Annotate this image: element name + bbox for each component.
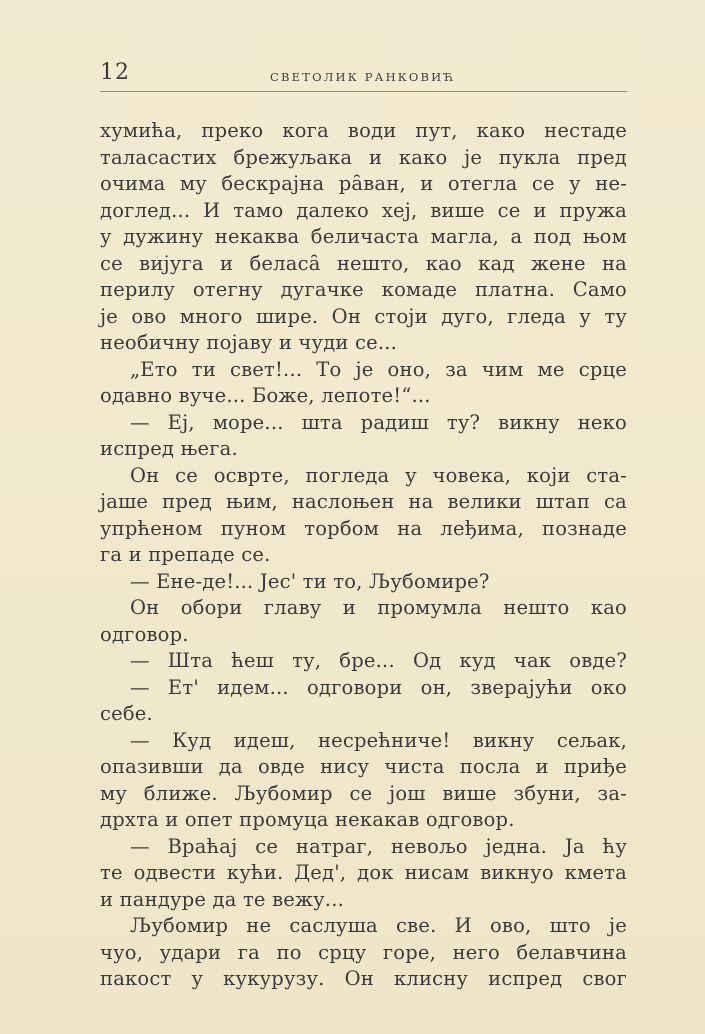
text-line: — Ет' идем... одговори он, зверајући око [130, 675, 627, 699]
text-line: доглед... И тамо далеко хеј, више се и пружа [100, 198, 627, 222]
text-line: упрћеном пуном торбом на леђима, познаде [100, 516, 627, 540]
text-line: Он се осврте, погледа у човека, који ста- [130, 463, 627, 487]
text-line: — Шта ћеш ту, бре... Од куд чак овде? [130, 649, 627, 672]
text-line: — Ej, море... шта радиш ту? викну неко [130, 410, 627, 434]
text-line: — Куд идеш, несрећниче! викну сељак, [130, 728, 627, 752]
text-line: „Ето ти свет!... То је оно, за чим ме срце [130, 357, 627, 381]
text-line: одговор. [100, 622, 189, 646]
text-line: себе. [100, 702, 153, 725]
text-line: чуо, удари га по срцу горе, него белавчина [100, 940, 627, 964]
text-line: га и препаде се. [100, 543, 271, 566]
text-line: перилу отегну дугачке комаде платна. Само [100, 278, 627, 301]
text-line: опазивши да овде нису чиста посла и приђе [100, 755, 627, 778]
page-header [100, 60, 627, 90]
text-line: јаше пред њим, наслоњен на велики штап са [100, 490, 627, 513]
text-line: и пандуре да те вежу... [100, 887, 344, 911]
text-line: Љубомир не саслуша све. И ово, што је [130, 914, 627, 937]
text-line: — Ене-де!... Јес' ти то, Љубомире? [130, 569, 490, 593]
body-text [100, 118, 627, 993]
text-line: се вијуга и беласа̑ нешто, као кад жене на [100, 251, 627, 275]
running-title: СВЕТОЛИК РАНКОВИЋ [270, 70, 456, 84]
text-line: очима му бескрајна ра̑ван, и отегла се у не- [100, 172, 627, 195]
text-line: — Враћај се натраг, невољо једна. Ја ћу [130, 834, 627, 858]
text-line: те одвести кући. Дед', док нисам викнуо кмета [100, 861, 627, 884]
text-line: необичну појаву и чуди се... [100, 331, 398, 354]
text-line: пакост у кукурузу. Он клисну испред свог [100, 967, 627, 990]
text-line: Он обори главу и промумла нешто као [130, 596, 627, 619]
text-line: испред њега. [100, 437, 238, 460]
header-rule [100, 91, 627, 92]
text-line: дрхта и опет промуца некакав одговор. [100, 808, 515, 831]
text-line: одавно вуче... Боже, лепоте!“... [100, 384, 431, 407]
text-line: хумића, преко кога води пут, како нестаде [100, 119, 627, 142]
page-number: 12 [100, 60, 130, 85]
text-line: је ово много шире. Он стоји дуго, гледа у ту [100, 304, 627, 328]
text-line: у дужину некаква беличаста магла, а под њом [100, 225, 627, 248]
text-line: му ближе. Љубомир се још више збуни, за- [100, 781, 627, 805]
text-line: таласастих брежуљака и како је пукла пред [100, 145, 627, 169]
